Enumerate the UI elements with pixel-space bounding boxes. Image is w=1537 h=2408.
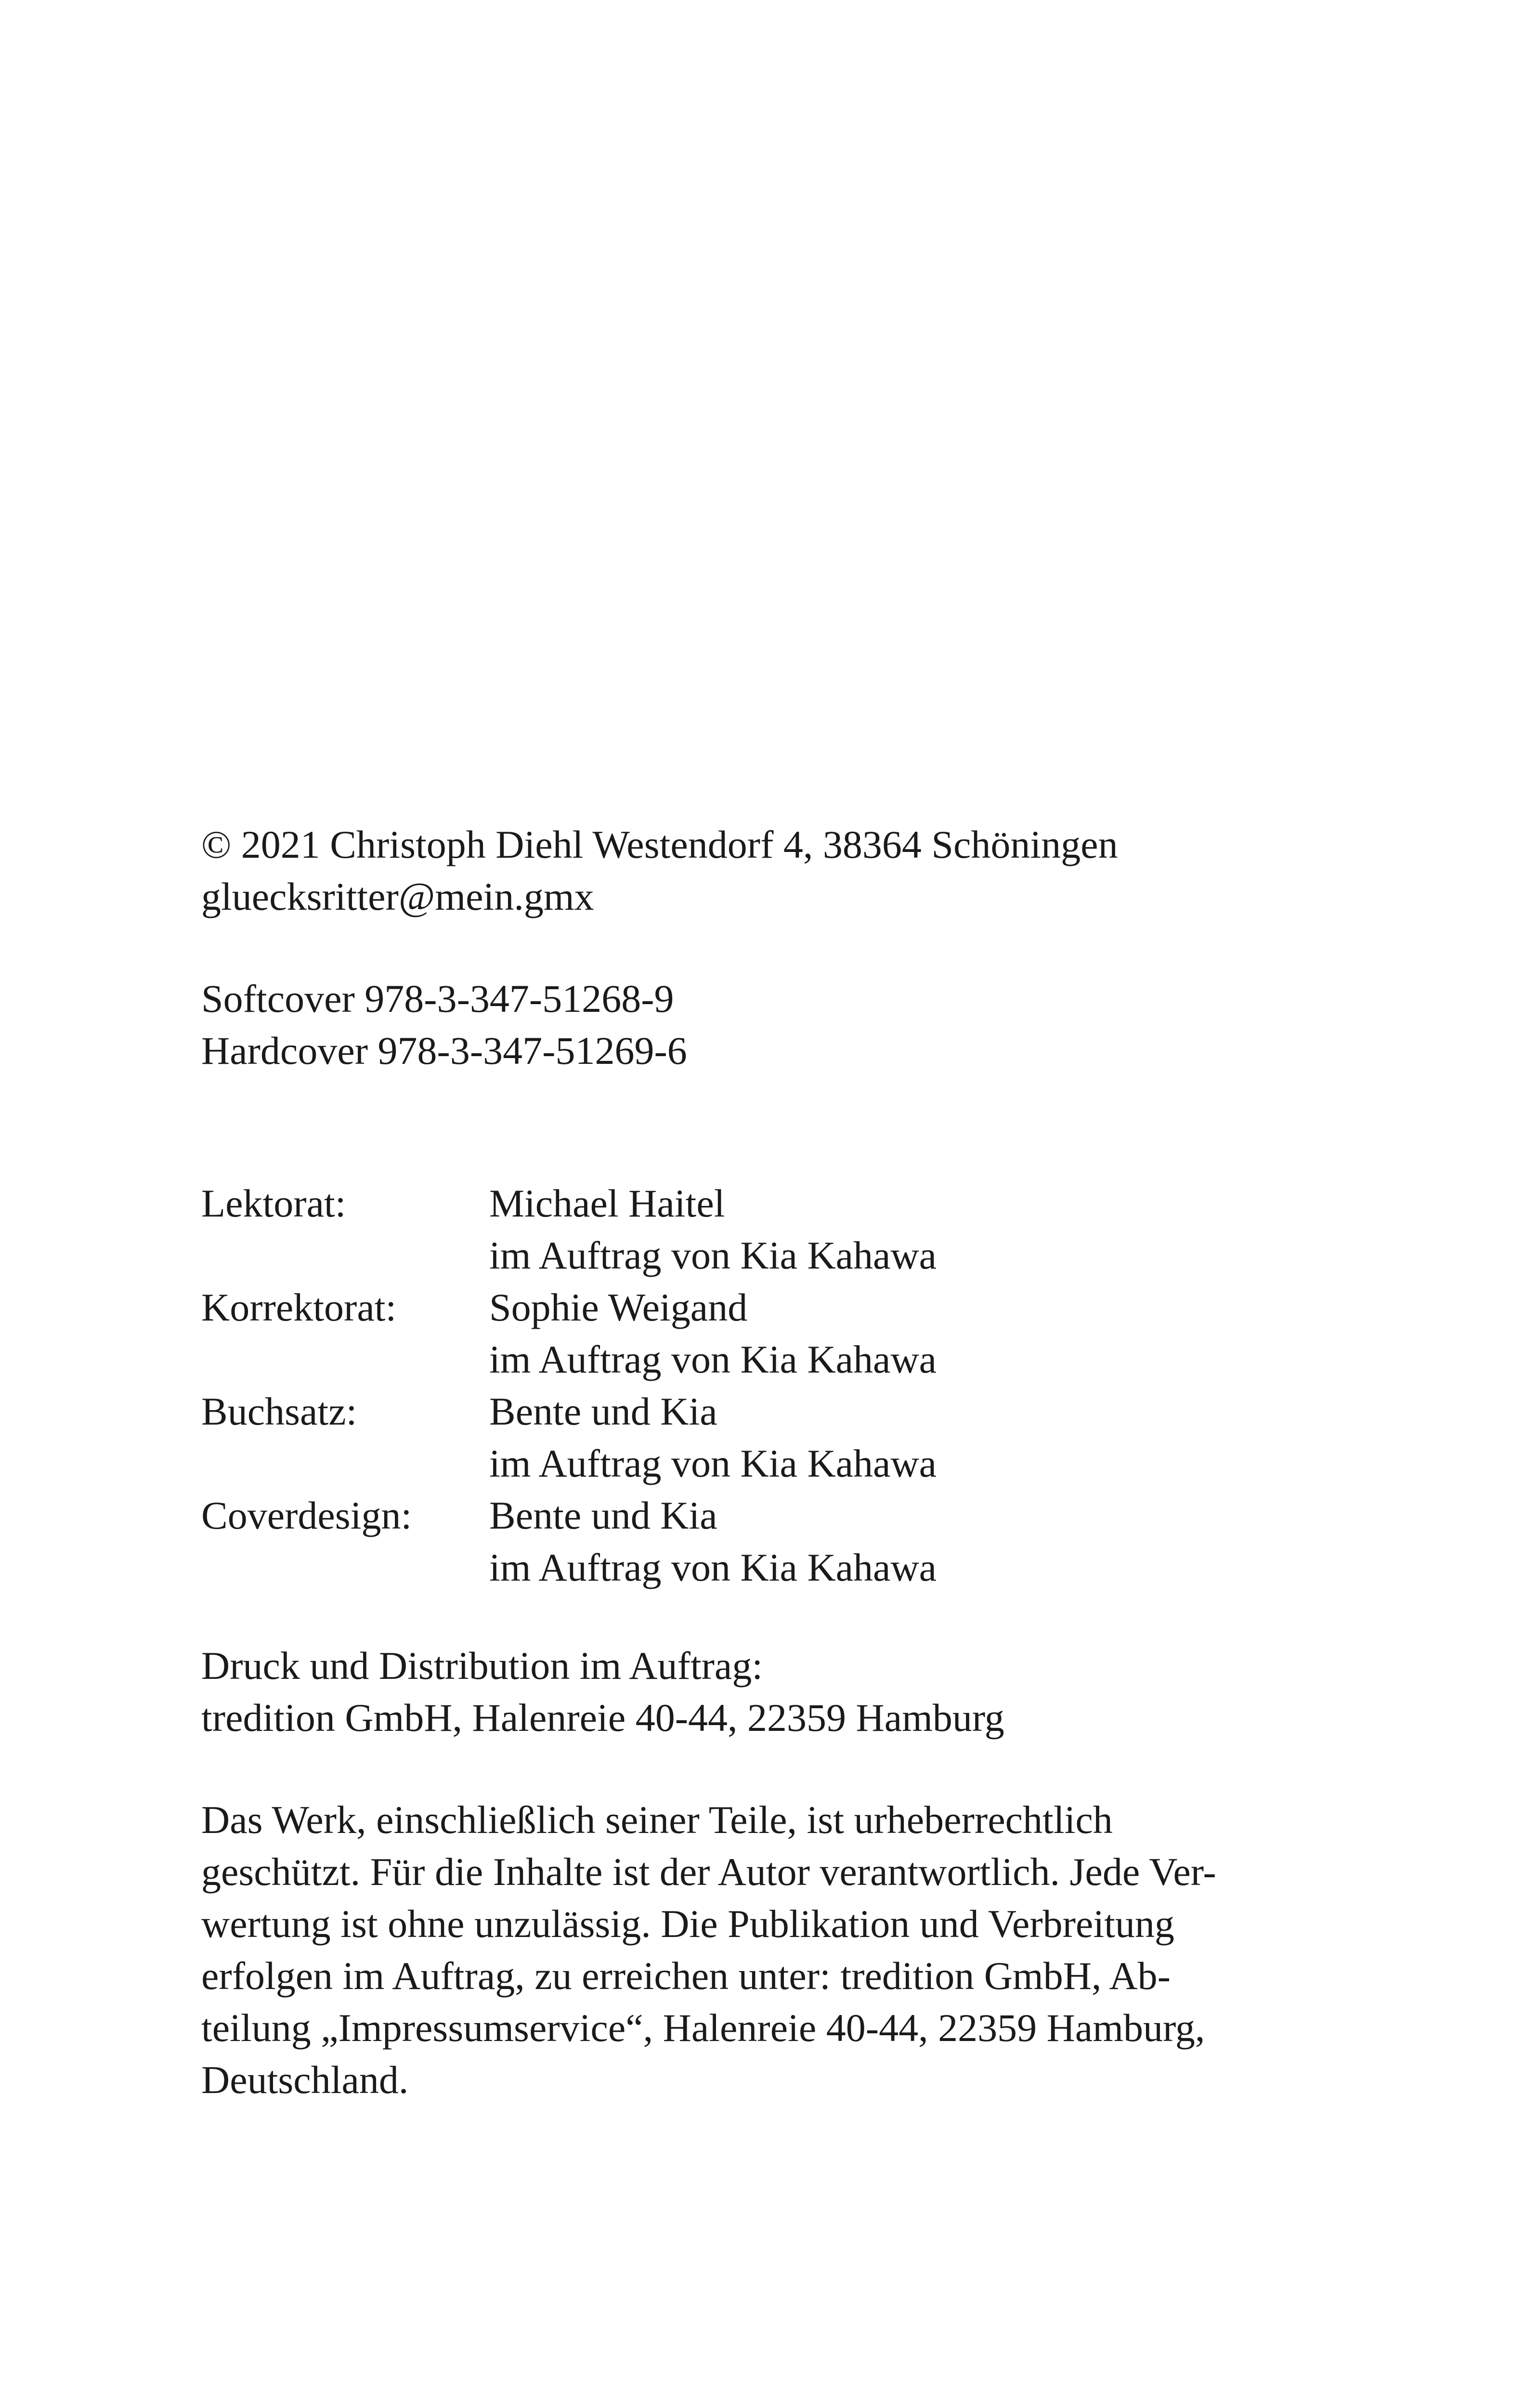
credit-name: Michael Haitel (489, 1181, 725, 1225)
credit-value (489, 1282, 1328, 1386)
credit-row-lektorat (201, 1178, 1328, 1282)
credit-role: Lektorat: (201, 1181, 346, 1225)
credit-value (489, 1178, 1328, 1282)
credit-role: Korrektorat: (201, 1285, 397, 1329)
isbn-list (201, 973, 1328, 1077)
legal-line: geschützt. Für die Inhalte ist der Autor verantwortlich. Jede Ver- (201, 1850, 1216, 1894)
distribution-info (201, 1640, 1328, 1744)
copyright-notice (201, 819, 1328, 923)
credit-note: im Auftrag von Kia Kahawa (489, 1545, 937, 1589)
credits-list (201, 1178, 1328, 1594)
credit-row-korrektorat (201, 1282, 1328, 1386)
legal-line: teilung „Impressumservice“, Halenreie 40-44, 22359 Hamburg, (201, 2006, 1205, 2050)
credit-row-coverdesign (201, 1490, 1328, 1594)
legal-line: erfolgen im Auftrag, zu erreichen unter: tredition GmbH, Ab- (201, 1954, 1171, 1998)
distribution-heading: Druck und Distribution im Auftrag: (201, 1644, 763, 1688)
isbn-softcover: Softcover 978-3-347-51268-9 (201, 977, 674, 1021)
legal-line: Deutschland. (201, 2058, 409, 2102)
credit-note: im Auftrag von Kia Kahawa (489, 1233, 937, 1277)
legal-line: wertung ist ohne unzulässig. Die Publikation und Verbreitung (201, 1902, 1174, 1946)
credit-name: Bente und Kia (489, 1493, 717, 1537)
credit-note: im Auftrag von Kia Kahawa (489, 1337, 937, 1381)
credit-row-buchsatz (201, 1386, 1328, 1490)
credit-value (489, 1490, 1328, 1594)
credit-name: Bente und Kia (489, 1389, 717, 1433)
credit-role: Buchsatz: (201, 1389, 357, 1433)
legal-notice (201, 1794, 1323, 2106)
credit-value (489, 1386, 1328, 1490)
legal-line: Das Werk, einschließlich seiner Teile, ist urheberrechtlich (201, 1798, 1113, 1842)
credit-name: Sophie Weigand (489, 1285, 748, 1329)
contact-email: gluecksritter@mein.gmx (201, 875, 594, 918)
credit-note: im Auftrag von Kia Kahawa (489, 1441, 937, 1485)
credit-role: Coverdesign: (201, 1493, 412, 1537)
isbn-hardcover: Hardcover 978-3-347-51269-6 (201, 1029, 687, 1073)
copyright-line: © 2021 Christoph Diehl Westendorf 4, 38364 Schöningen (201, 823, 1118, 866)
distribution-address: tredition GmbH, Halenreie 40-44, 22359 Hamburg (201, 1696, 1004, 1740)
